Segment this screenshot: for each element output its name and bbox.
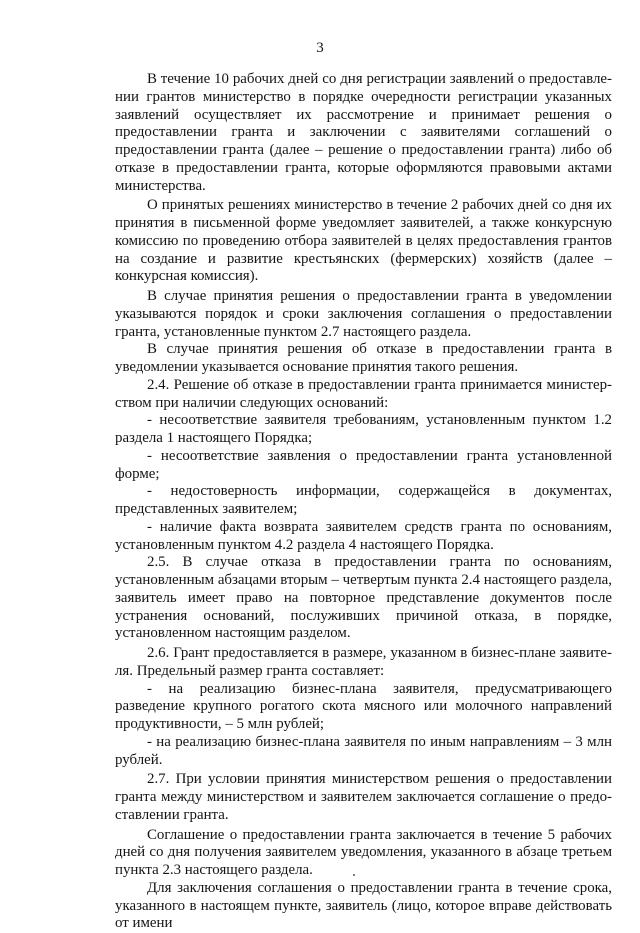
paragraph: В течение 10 рабочих дней со дня регистрации заявлений о предоставлении грантов министерство в порядке очередности регистрации указанных заявлений осуществляет их рассмотрение и принимает решения о предоставлении гранта и заключении с заявителями соглашений о предоставлении гранта (далее – решение о предоставлении гранта) либо об отказе в предоставлении гранта, которые оформляются правовыми актами министерства.	[115, 71, 612, 194]
page-number: 3	[316, 40, 324, 56]
scan-speck	[353, 874, 355, 876]
list-item: - недостоверность информации, содержащейся в документах, представленных заявителем;	[115, 483, 612, 517]
paragraph: О принятых решениях министерство в течение 2 рабочих дней со дня их принятия в письменной форме уведомляет заявителей, а также конкурсную комиссию по проведению отбора заявителей в целях предоставления грантов на создание и развитие крестьянских (фермерских) хозяйств (далее – конкурсная комиссия).	[115, 197, 612, 285]
paragraph: 2.4. Решение об отказе в предоставлении гранта принимается министерством при наличии следующих оснований:	[115, 376, 612, 411]
list-item: - на реализацию бизнес-плана заявителя по иным направлениям – 3 млн рублей.	[115, 733, 612, 768]
paragraph: Соглашение о предоставлении гранта заключается в течение 5 рабочих дней со дня получения заявителем уведомления, указанного в абзаце третьем пункта 2.3 настоящего раздела.	[115, 826, 612, 878]
paragraph: 2.6. Грант предоставляется в размере, указанном в бизнес-плане заявителя. Предельный размер гранта составляет:	[115, 645, 612, 679]
list-item: - наличие факта возврата заявителем средств гранта по основаниям, установленным пунктом 4.2 раздела 4 настоящего Порядка.	[115, 518, 612, 553]
paragraph: 2.5. В случае отказа в предоставлении гранта по основаниям, установленным абзацами вторым – четвертым пункта 2.4 настоящего раздела, заявитель имеет право на повторное представление документов после устранения оснований, послуживших причиной отказа, в порядке, установленном настоящим разделом.	[115, 554, 612, 642]
paragraph: В случае принятия решения о предоставлении гранта в уведомлении указываются порядок и сроки заключения соглашения о предоставлении гранта, установленные пунктом 2.7 настоящего раздела.	[115, 288, 612, 340]
list-item: - несоответствие заявителя требованиям, установленным пунктом 1.2 раздела 1 настоящего Порядка;	[115, 412, 612, 446]
paragraph: Для заключения соглашения о предоставлении гранта в течение срока, указанного в настоящем пункте, заявитель (лицо, которое вправе действовать от имени	[115, 879, 612, 932]
paragraph: В случае принятия решения об отказе в предоставлении гранта в уведомлении указывается основание принятия такого решения.	[115, 341, 612, 375]
list-item: - несоответствие заявления о предоставлении гранта установленной форме;	[115, 447, 612, 482]
document-body	[115, 71, 612, 933]
list-item: - на реализацию бизнес-плана заявителя, предусматривающего разведение крупного рогатого скота мясного или молочного направлений продуктивности, – 5 млн рублей;	[115, 680, 612, 732]
paragraph: 2.7. При условии принятия министерством решения о предоставлении гранта между министерством и заявителем заключается соглашение о предоставлении гранта.	[115, 771, 612, 823]
